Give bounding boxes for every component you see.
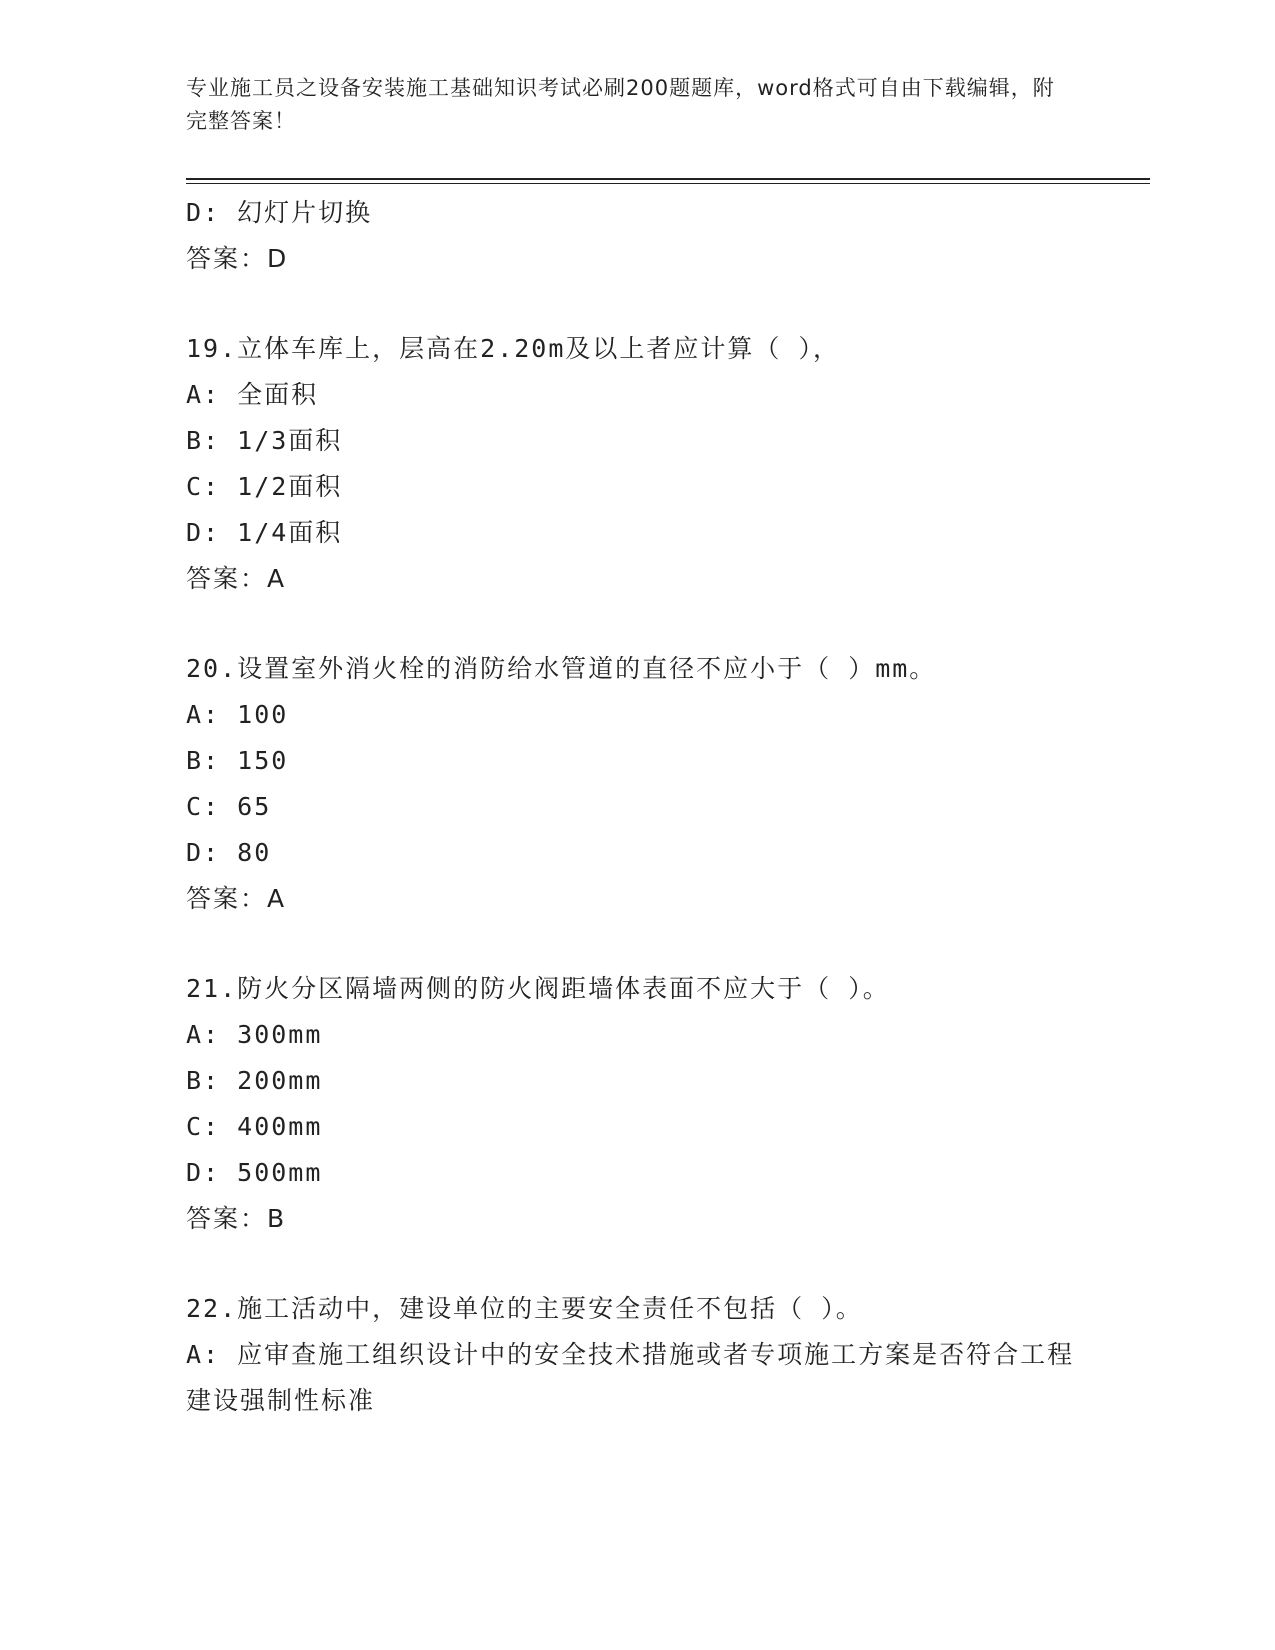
option-a: A: 100 xyxy=(186,700,289,729)
answer: 答案：B xyxy=(186,1204,287,1233)
option-a: A: 全面积 xyxy=(186,380,319,409)
header-rule-thin xyxy=(186,183,1150,184)
option-d: D: 幻灯片切换 xyxy=(186,198,373,227)
option-c: C: 65 xyxy=(186,792,272,821)
option-b: B: 150 xyxy=(186,746,289,775)
option-d: D: 500mm xyxy=(186,1158,323,1187)
option-d: D: 80 xyxy=(186,838,272,867)
answer: 答案：A xyxy=(186,884,287,913)
answer: 答案：A xyxy=(186,564,287,593)
option-b: B: 200mm xyxy=(186,1066,323,1095)
option-b: B: 1/3面积 xyxy=(186,426,343,455)
option-c: C: 1/2面积 xyxy=(186,472,343,501)
question-stem-20: 20.设置室外消火栓的消防给水管道的直径不应小于（ ）mm。 xyxy=(186,654,937,683)
answer: 答案：D xyxy=(186,244,289,273)
document-header: 专业施工员之设备安装施工基础知识考试必刷200题题库，word格式可自由下载编辑，附完整答案！ xyxy=(186,76,1055,133)
option-a: A: 应审查施工组织设计中的安全技术措施或者专项施工方案是否符合工程建设强制性标准 xyxy=(186,1340,1075,1415)
option-d: D: 1/4面积 xyxy=(186,518,343,547)
option-c: C: 400mm xyxy=(186,1112,323,1141)
question-stem-21: 21.防火分区隔墙两侧的防火阀距墙体表面不应大于（ ）。 xyxy=(186,974,890,1003)
question-stem-22: 22.施工活动中，建设单位的主要安全责任不包括（ ）。 xyxy=(186,1294,863,1323)
question-stem-19: 19.立体车库上，层高在2.20m及以上者应计算（ ）， xyxy=(186,334,840,363)
header-rule-thick xyxy=(186,178,1150,180)
option-a: A: 300mm xyxy=(186,1020,323,1049)
question-content xyxy=(186,190,1086,1424)
